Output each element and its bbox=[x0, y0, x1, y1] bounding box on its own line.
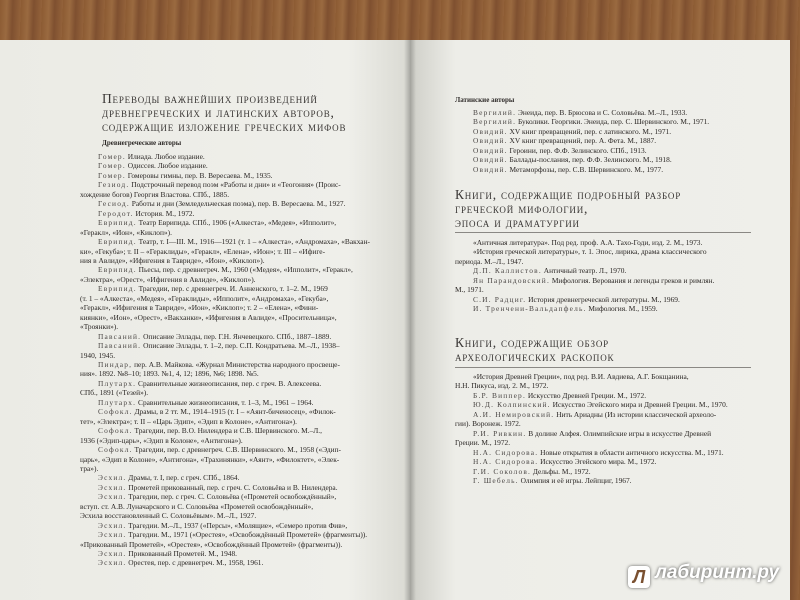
bibliography-entry bbox=[80, 436, 398, 445]
bibliography-entry bbox=[455, 155, 755, 164]
entry-text: Античный театр. Л., 1970. bbox=[541, 266, 627, 276]
entry-text: 1936 («Эдип-царь», «Эдип в Колоне», «Антигона»). bbox=[80, 435, 243, 445]
entry-text: «Геракл», «Ион», «Киклоп»). bbox=[80, 227, 172, 237]
entry-author: Эсхил. bbox=[98, 549, 127, 559]
bibliography-entry bbox=[80, 209, 398, 218]
bibliography-entry bbox=[80, 426, 398, 435]
entry-author: Г. Шебель. bbox=[473, 475, 519, 485]
watermark-logo-icon: Л bbox=[628, 566, 650, 588]
entry-text: Трагедии. М.–Л., 1937 («Персы», «Молящие», «Семеро против Фив», bbox=[126, 520, 348, 530]
entry-author: Еврипид. bbox=[98, 265, 137, 275]
bibliography-entry bbox=[455, 285, 755, 294]
entry-text: ния в Авлиде», «Ифигения в Тавриде», «Ион», «Киклоп»). bbox=[80, 255, 265, 265]
bibliography-entry bbox=[455, 391, 755, 400]
entry-text: Сравнительные жизнеописания, пер. с греч. В. Алексеева. bbox=[136, 378, 322, 388]
entry-author: Геродот. bbox=[98, 208, 134, 218]
entry-text: Мифология. М., 1959. bbox=[586, 304, 658, 314]
bibliography-entry bbox=[455, 476, 755, 485]
book-gutter bbox=[404, 40, 416, 600]
entry-author: Павсаний. bbox=[98, 331, 142, 341]
bibliography-entry bbox=[455, 429, 755, 438]
heading-line: археологических раскопок bbox=[455, 349, 615, 364]
entry-text: М., 1971. bbox=[455, 285, 484, 295]
entry-author: Ю.Д. Колпинский. bbox=[473, 400, 551, 410]
bibliography-entry bbox=[455, 438, 755, 447]
bibliography-entry bbox=[80, 521, 398, 530]
entry-text: «История Древней Греции», под ред. В.И. Авдиева, А.Г. Бокщанина, bbox=[473, 372, 689, 381]
bibliography-entry bbox=[455, 400, 755, 409]
bibliography-entry bbox=[80, 265, 398, 274]
entry-text: Прикованный Прометей. М., 1948. bbox=[126, 549, 237, 559]
entry-text: Энеида, пер. В. Брюсова и С. Соловьёва. М.–Л., 1933. bbox=[516, 108, 688, 117]
entry-author: Овидий. bbox=[473, 145, 508, 155]
entry-text: Сравнительные жизнеописания, т. 1–3, М., 1961 – 1964. bbox=[136, 397, 314, 407]
entry-author: Софокл. bbox=[98, 426, 133, 436]
entry-text: Подстрочный перевод поэм «Работы и дни» и «Теогония» (Проис- bbox=[129, 180, 341, 190]
entry-text: Трагедии, пер. с древнегреч. С.В. Шервинского. М., 1958 («Эдип- bbox=[132, 445, 342, 455]
entry-text: Театр Еврипида. СПб., 1906 («Алкеста», «Медея», «Ипполит», bbox=[136, 218, 337, 228]
archaeology-heading bbox=[455, 336, 614, 364]
entry-text: Работы и дни (Земледельческая поэма), пер. В. Вересаева. М., 1927. bbox=[129, 199, 346, 209]
entry-author: Д.П. Каллистов. bbox=[473, 266, 542, 276]
entry-author: Плутарх. bbox=[98, 397, 137, 407]
entry-author: Гомер. bbox=[98, 152, 126, 161]
bibliography-entry bbox=[80, 369, 398, 378]
mythology-books-list bbox=[455, 238, 755, 314]
heading-line: содержащие изложение греческих мифов bbox=[102, 119, 347, 134]
bibliography-entry bbox=[80, 530, 398, 539]
heading-line: Книги, содержащие подробный разбор bbox=[455, 187, 681, 202]
watermark: лабиринт.ру bbox=[655, 562, 780, 583]
entry-author: Гесиод. bbox=[98, 199, 130, 209]
bibliography-entry bbox=[455, 257, 755, 266]
bibliography-entry bbox=[455, 266, 755, 275]
entry-author: Гомер. bbox=[98, 170, 126, 180]
bibliography-entry bbox=[80, 247, 398, 256]
entry-author: Г.И. Соколов. bbox=[473, 466, 532, 476]
entry-text: «Троянки»). bbox=[80, 322, 119, 332]
bibliography-entry bbox=[455, 238, 755, 247]
entry-author: Эсхил. bbox=[98, 530, 127, 540]
heading-line: древнегреческих и латинских авторов, bbox=[102, 105, 335, 120]
entry-author: Эсхил. bbox=[98, 520, 127, 530]
entry-text: Греции. М., 1972. bbox=[455, 438, 511, 448]
bibliography-entry bbox=[455, 146, 755, 155]
bibliography-entry bbox=[80, 511, 398, 520]
entry-text: Н.Н. Пикуса, изд. 2. М., 1972. bbox=[455, 381, 549, 391]
archaeology-books-list bbox=[455, 372, 755, 485]
section-label-greek: Древнегреческие авторы bbox=[102, 139, 182, 147]
entry-author: Овидий. bbox=[473, 126, 508, 136]
bibliography-entry bbox=[80, 483, 398, 492]
entry-author: Еврипид. bbox=[98, 218, 137, 228]
bibliography-entry bbox=[455, 372, 755, 381]
entry-text: Героини, пер. Ф.Ф. Зелинского. СПб., 1913. bbox=[507, 145, 647, 155]
bibliography-entry bbox=[455, 127, 755, 136]
entry-text: Дельфы. М., 1972. bbox=[531, 466, 591, 476]
bibliography-entry bbox=[80, 360, 398, 369]
entry-author: Эсхил. bbox=[98, 558, 127, 568]
entry-text: «История греческой литературы», т. 1. Эпос, лирика, драма классического bbox=[473, 247, 707, 257]
entry-text: Трагедии. М., 1971 («Орестея», «Освобождённый Прометей» (фрагменты)). bbox=[126, 530, 368, 540]
entry-author: А.И. Немировский. bbox=[473, 409, 555, 419]
section-label-latin: Латинские авторы bbox=[455, 96, 515, 104]
entry-text: Буколики. Георгики. Энеида, пер. С. Шервинского. М., 1971. bbox=[516, 117, 710, 127]
bibliography-entry bbox=[80, 398, 398, 407]
entry-text: XV книг превращений, пер. А. Фета. М., 1887. bbox=[507, 136, 657, 146]
bibliography-entry bbox=[80, 540, 398, 549]
entry-author: Вергилий. bbox=[473, 117, 517, 127]
entry-text: царь», «Эдип в Колоне», «Антигона», «Трахинянки», «Аянт», «Филоктет», «Элек- bbox=[80, 454, 340, 464]
entry-author: Овидий. bbox=[473, 164, 508, 174]
bibliography-entry bbox=[80, 473, 398, 482]
entry-text: киянки», «Ион», «Орест», «Вакханки», «Ифигения в Авлиде», «Просительница», bbox=[80, 312, 337, 322]
bibliography-entry bbox=[455, 165, 755, 174]
heading-line: Переводы важнейших произведений bbox=[102, 91, 318, 106]
bibliography-entry bbox=[80, 294, 398, 303]
entry-author: Н.А. Сидорова. bbox=[473, 457, 539, 467]
entry-text: тра»). bbox=[80, 463, 99, 473]
bibliography-entry bbox=[80, 199, 398, 208]
bibliography-entry bbox=[80, 152, 398, 161]
bibliography-entry bbox=[80, 388, 398, 397]
entry-text: ния». 1892. №8–10; 1893. №1, 4, 12; 1896, №6; 1898. №5. bbox=[80, 369, 259, 379]
entry-text: Гомеровы гимны, пер. В. Вересаева. М., 1935. bbox=[125, 170, 273, 180]
entry-author: Ян Парандовский. bbox=[473, 275, 551, 285]
bibliography-entry bbox=[80, 502, 398, 511]
entry-author: Софокл. bbox=[98, 445, 133, 455]
entry-text: Орестея, пер. с древнегреч. М., 1958, 1961. bbox=[126, 558, 264, 568]
entry-text: Искусство Эгейского мира. М., 1972. bbox=[538, 457, 657, 467]
entry-text: Пьесы, пер. с древнегреч. М., 1960 («Медея», «Ипполит», «Геракл», bbox=[136, 265, 353, 275]
bibliography-entry bbox=[80, 379, 398, 388]
entry-text: «Геракл», «Ифигения в Тавриде», «Ион», «Киклоп»; т. 2 – «Елена», «Фини- bbox=[80, 303, 319, 313]
entry-author: Р.И. Ривкин. bbox=[473, 428, 527, 438]
entry-text: пер. А.В. Майкова. «Журнал Министерства народного просвеще- bbox=[132, 359, 340, 369]
entry-author: Овидий. bbox=[473, 136, 508, 146]
entry-text: В долине Алфея. Олимпийские игры в искусстве Древней bbox=[526, 428, 712, 438]
entry-author: Пиндар, bbox=[98, 359, 133, 369]
bibliography-entry bbox=[80, 284, 398, 293]
entry-text: Описание Эллады, т. 1–2, пер. С.П. Кондратьева. М.–Л., 1938– bbox=[141, 341, 340, 351]
bibliography-entry bbox=[455, 410, 755, 419]
entry-text: Искусство Эгейского мира и Древней Греции. М., 1970. bbox=[550, 400, 728, 410]
bibliography-entry bbox=[80, 549, 398, 558]
entry-author: И. Тренчени-Вальдапфель. bbox=[473, 304, 587, 314]
bibliography-entry bbox=[80, 190, 398, 199]
entry-text: вступ. ст. А.В. Луначарского и С. Соловьёва «Прометей освобождённый», bbox=[80, 501, 314, 511]
bibliography-entry bbox=[80, 171, 398, 180]
entry-text: XV книг превращений, пер. с латинского. М., 1971. bbox=[507, 126, 672, 136]
entry-text: Драмы, т. I, пер. с греч. СПб., 1864. bbox=[126, 473, 240, 483]
entry-author: Плутарх. bbox=[98, 378, 137, 388]
entry-text: Баллады-послания, пер. Ф.Ф. Зелинского. М., 1918. bbox=[507, 155, 672, 165]
divider-rule bbox=[455, 232, 751, 233]
entry-text: Описание Эллады, пер. Г.Н. Янчевецкого. СПб., 1887–1889. bbox=[141, 331, 332, 341]
bibliography-entry bbox=[455, 117, 755, 126]
entry-text: Новые открытия в области античного искусства. М., 1971. bbox=[538, 447, 724, 457]
entry-author: Эсхил. bbox=[98, 473, 127, 483]
bibliography-entry bbox=[80, 332, 398, 341]
bibliography-entry bbox=[455, 448, 755, 457]
entry-text: Трагедии, пер. В.О. Нилендера и С.В. Шервинского. М.–Л., bbox=[132, 426, 322, 436]
bibliography-entry bbox=[80, 558, 398, 567]
bibliography-entry bbox=[455, 457, 755, 466]
entry-text: Мифология. Верования и легенды греков и римлян. bbox=[550, 275, 715, 285]
bibliography-entry bbox=[80, 218, 398, 227]
bibliography-entry bbox=[455, 304, 755, 313]
bibliography-entry bbox=[455, 247, 755, 256]
entry-author: Павсаний. bbox=[98, 341, 142, 351]
entry-author: Еврипид. bbox=[98, 284, 137, 294]
bibliography-entry bbox=[80, 445, 398, 454]
entry-text: гии). Воронеж. 1972. bbox=[455, 419, 521, 429]
entry-text: Илиада. Любое издание. bbox=[125, 152, 205, 161]
entry-text: «Прикованный Прометей», «Орестея», «Освобождённый Прометей» (фрагменты)). bbox=[80, 539, 343, 549]
entry-text: Эсхила восстановленный С. Соловьёвым». М.–Л., 1927. bbox=[80, 511, 257, 521]
bibliography-entry bbox=[80, 492, 398, 501]
entry-author: Гомер. bbox=[98, 161, 126, 171]
entry-text: ки», «Гекуба»; т. II – «Гераклиды», «Геракл», «Елена», «Ион»; т. III – «Ифиге- bbox=[80, 246, 326, 256]
bibliography-entry bbox=[455, 419, 755, 428]
entry-text: тет», «Электра»; т. II – «Царь Эдип», «Эдип в Колоне», «Антигона»). bbox=[80, 416, 297, 426]
bibliography-entry bbox=[80, 455, 398, 464]
heading-line: эпоса и драматургии bbox=[455, 215, 580, 230]
entry-text: (т. 1 – «Алкеста», «Медея», «Гераклиды», «Ипполит», «Андромаха», «Гекуба», bbox=[80, 293, 329, 303]
entry-author: Вергилий. bbox=[473, 108, 517, 117]
entry-text: История. М., 1972. bbox=[133, 208, 195, 218]
bibliography-entry bbox=[80, 407, 398, 416]
entry-text: СПб., 1891 («Тезей»). bbox=[80, 388, 149, 398]
heading-line: греческой мифологии, bbox=[455, 201, 589, 216]
bibliography-entry bbox=[80, 228, 398, 237]
bibliography-entry bbox=[80, 341, 398, 350]
entry-author: Эсхил. bbox=[98, 482, 127, 492]
entry-author: Овидий. bbox=[473, 155, 508, 165]
latin-authors-list bbox=[455, 108, 755, 174]
greek-authors-list bbox=[80, 152, 398, 568]
bibliography-entry bbox=[80, 237, 398, 246]
entry-text: Трагедии, пер. с древнегреч. И. Анненского, т. 1–2. М., 1969 bbox=[136, 284, 328, 294]
bibliography-entry bbox=[455, 276, 755, 285]
entry-text: Нить Ариадны (Из истории классической археоло- bbox=[554, 409, 717, 419]
entry-text: Олимпия и её игры. Лейпциг, 1967. bbox=[518, 475, 632, 485]
entry-text: периода. М.–Л., 1947. bbox=[455, 256, 524, 266]
bibliography-entry bbox=[80, 303, 398, 312]
bibliography-entry bbox=[455, 381, 755, 390]
entry-text: хождение богов) Георгия Властова. СПб., 1885. bbox=[80, 189, 230, 199]
bibliography-entry bbox=[80, 256, 398, 265]
bibliography-entry bbox=[455, 108, 755, 117]
divider-rule bbox=[455, 367, 751, 368]
entry-text: «Электра», «Орест», «Ифигения в Авлиде», «Киклоп»). bbox=[80, 274, 256, 284]
entry-text: Прометей прикованный, пер. с греч. С. Соловьёва и В. Нилендера. bbox=[126, 482, 338, 492]
entry-author: Еврипид. bbox=[98, 237, 137, 247]
entry-text: Искусство Древней Греции. М., 1972. bbox=[526, 390, 647, 400]
bibliography-entry bbox=[80, 313, 398, 322]
entry-author: Гезиод. bbox=[98, 180, 130, 190]
bibliography-entry bbox=[80, 180, 398, 189]
entry-text: «Античная литература». Под ред. проф. А.А. Тахо-Годи, изд. 2. М., 1973. bbox=[473, 238, 703, 247]
entry-text: История древнегреческой литературы. М., 1969. bbox=[526, 294, 680, 304]
bibliography-entry bbox=[80, 322, 398, 331]
bibliography-entry bbox=[455, 467, 755, 476]
entry-author: Софокл. bbox=[98, 407, 133, 417]
left-page-heading bbox=[102, 92, 346, 134]
entry-text: Трагедии, пер. с греч. С. Соловьёва («Прометей освобождённый», bbox=[126, 492, 337, 502]
entry-text: 1940, 1945. bbox=[80, 350, 116, 360]
myth-heading bbox=[455, 188, 681, 230]
entry-text: Метаморфозы, пер. С.В. Шервинского. М., 1977. bbox=[507, 164, 664, 174]
entry-text: Театр, т. I—III. М., 1916—1921 (т. 1 – «Алкеста», «Андромаха», «Вакхан- bbox=[136, 237, 370, 247]
bibliography-entry bbox=[80, 351, 398, 360]
bibliography-entry bbox=[80, 417, 398, 426]
entry-text: Драмы, в 2 тт. М., 1914–1915 (т. I – «Аянт-биченосец», «Филок- bbox=[132, 407, 336, 417]
heading-line: Книги, содержащие обзор bbox=[455, 335, 609, 350]
bibliography-entry bbox=[80, 464, 398, 473]
bibliography-entry bbox=[80, 275, 398, 284]
entry-author: Б.Р. Виппер. bbox=[473, 390, 526, 400]
entry-author: С.И. Радциг. bbox=[473, 294, 527, 304]
bibliography-entry bbox=[455, 136, 755, 145]
entry-author: Н.А. Сидорова. bbox=[473, 447, 539, 457]
bibliography-entry bbox=[80, 161, 398, 170]
bibliography-entry bbox=[455, 295, 755, 304]
entry-author: Эсхил. bbox=[98, 492, 127, 502]
entry-text: Одиссея. Любое издание. bbox=[125, 161, 208, 171]
